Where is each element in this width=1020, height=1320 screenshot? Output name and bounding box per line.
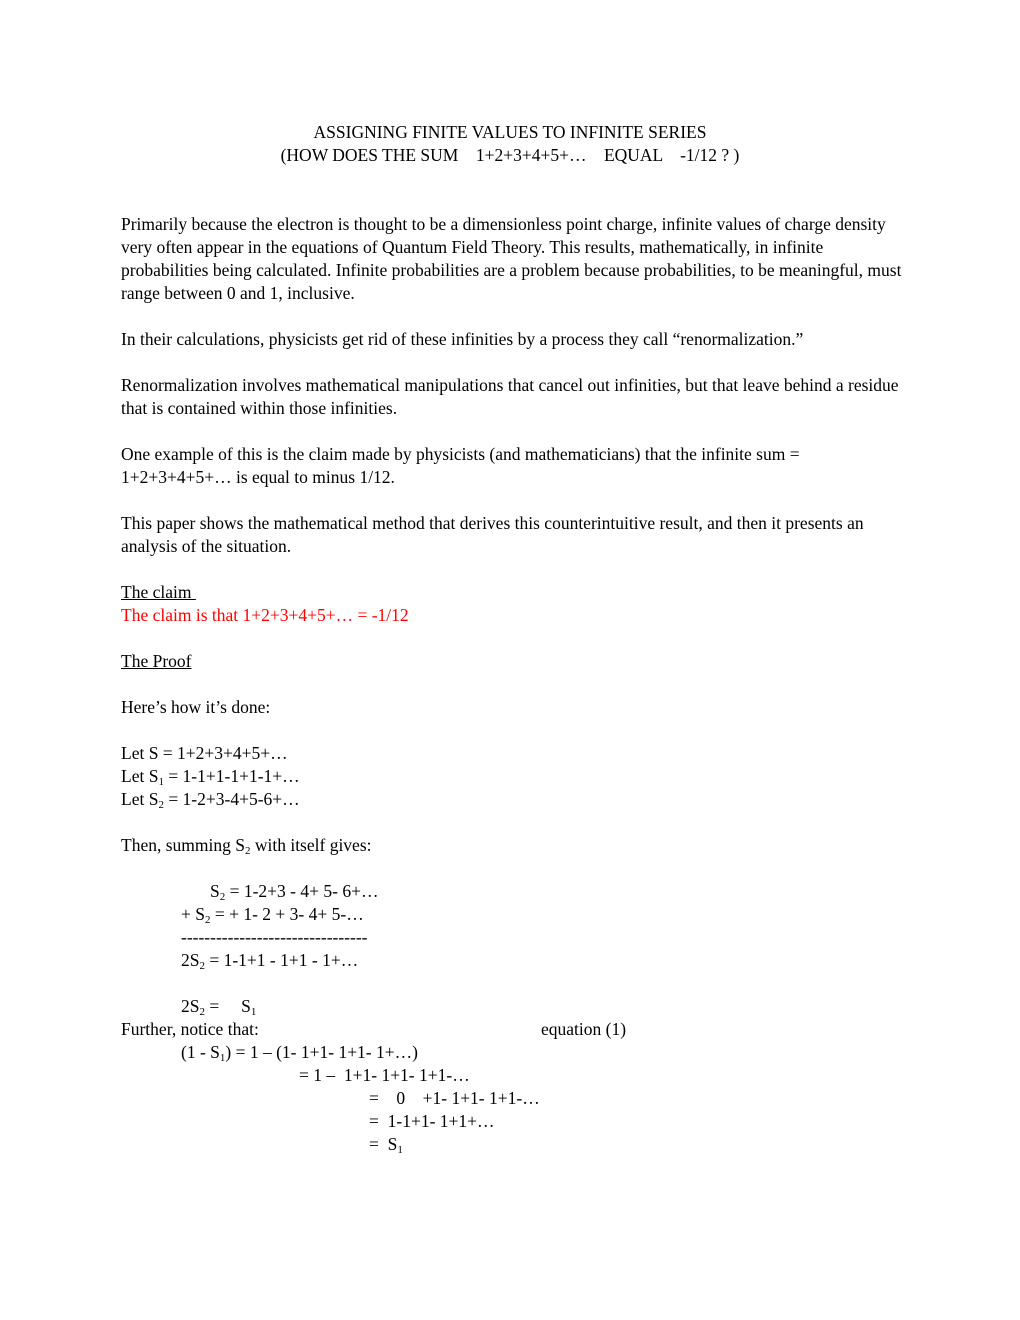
paragraph-residue: Renormalization involves mathematical manipulations that cancel out infinities, but that leave behind a residue that is contained within those infinities. (121, 375, 899, 418)
document-subtitle: (HOW DOES THE SUM 1+2+3+4+5+… EQUAL -1/12 ? ) (280, 145, 740, 165)
summing-intro: Then, summing $S_2$ with itself gives: (121, 835, 372, 857)
claim-statement: The claim is that 1+2+3+4+5+… = -1/12 (121, 605, 409, 625)
definition-s1: Let $S_1$ = 1-1+1-1+1-1+… (121, 766, 300, 788)
further-row-2: = 1 – 1+1- 1+1- 1+1-… (299, 1065, 470, 1085)
document-body (121, 213, 911, 1156)
further-row-3: = 0 +1- 1+1- 1+1-… (369, 1088, 540, 1108)
sum-row-2: + $S_2$ = + 1- 2 + 3- 4+ 5-… (181, 904, 364, 926)
further-row-5: = $S_1$ (369, 1134, 403, 1156)
sum-row-1: $S_2 = 1-2+3 - 4+ 5-$ 6+… (210, 881, 379, 903)
claim-heading: The claim (121, 582, 196, 602)
document-title: ASSIGNING FINITE VALUES TO INFINITE SERIES (313, 122, 707, 142)
equation-label: equation (1) (541, 1019, 627, 1039)
proof-heading: The Proof (121, 651, 192, 671)
definition-s: Let S = 1+2+3+4+5+… (121, 743, 288, 763)
definition-s2: Let $S_2$ = 1-2+3-4+5-6+… (121, 789, 300, 811)
paragraph-intro: Primarily because the electron is thought to be a dimensionless point charge, infinite values of charge density very often appear in the equations of Quantum Field Theory. This results, mathematically, in infinite probabilities being calculated. Infinite probabilities are a problem because probabilities, to be meaningful, must range between 0 and 1, inclusive. (121, 214, 902, 303)
sum-row-4: $2S_2$ = $S_1$ equation (1) (181, 996, 627, 1039)
sum-row-3: $2S_2 = 1-1+1 - 1+1$ - 1+… (181, 950, 359, 972)
further-row-1: $(1 - S_1) = 1 - (1-$ 1+1- 1+1- 1+…) (181, 1042, 418, 1064)
proof-intro: Here’s how it’s done: (121, 697, 271, 717)
sum-divider: -------------------------------- (181, 927, 368, 947)
further-intro: Further, notice that: (121, 1019, 259, 1039)
paragraph-example: One example of this is the claim made by physicists (and mathematicians) that the infinite sum = 1+2+3+4+5+… is equal to minus 1/12. (121, 444, 800, 487)
further-row-4: = 1-1+1- 1+1+… (369, 1111, 495, 1131)
paragraph-renormalization: In their calculations, physicists get rid of these infinities by a process they call “renormalization.” (121, 329, 804, 349)
paragraph-purpose: This paper shows the mathematical method that derives this counterintuitive result, and then it presents an analysis of the situation. (121, 513, 864, 556)
